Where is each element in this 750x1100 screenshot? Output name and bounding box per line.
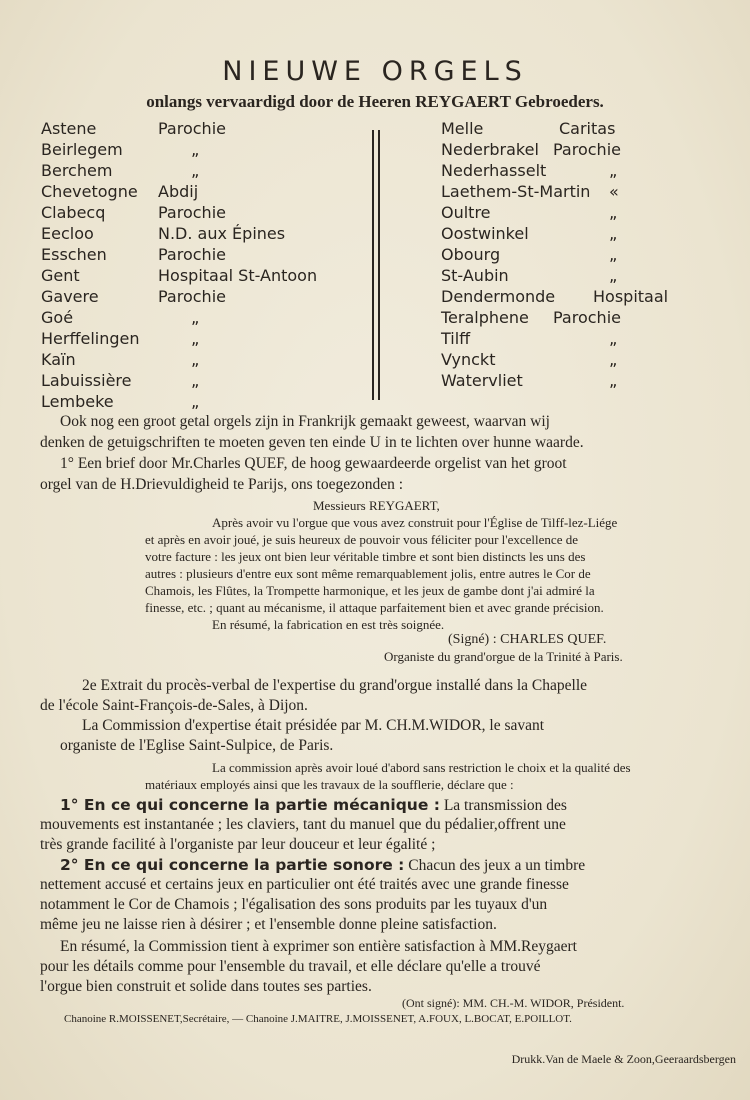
commission-signatures: (Ont signé): MM. CH.-M. WIDOR, Président. [402,996,625,1010]
list-item [441,328,741,349]
place-name: Goé [41,308,74,327]
list-item [441,181,741,202]
place-type: „ [191,371,200,390]
place-name: Obourg [441,245,501,264]
list-item [41,286,361,307]
place-name: Beirlegem [41,140,123,159]
place-name: Nederhasselt [441,161,547,180]
place-type: Parochie [158,245,226,264]
letter-line: et après en avoir joué, je suis heureux de pouvoir vous féliciter pour l'excellence de [145,532,578,547]
intro-line: denken de getuigschriften te moeten geven ten einde U in te lichten over hunne waarde. [40,434,584,451]
sonore-line: même jeu ne laisse rien à désirer ; et l'ensemble donne pleine satisfaction. [40,916,497,933]
letter-line: finesse, etc. ; quant au mécanisme, il attaque parfaitement bien et avec grande précision. [145,600,604,615]
place-name: Labuissière [41,371,132,390]
place-type: « [609,182,619,201]
list-item [41,349,361,370]
place-type: „ [191,140,200,159]
commission-line: organiste de l'Eglise Saint-Sulpice, de Paris. [60,737,334,754]
place-name: Teralphene [441,308,529,327]
place-type: „ [609,329,618,348]
column-divider [372,130,374,400]
list-item [441,244,741,265]
place-name: Oultre [441,203,491,222]
mechanical-label: 1° En ce qui concerne la partie mécanique : [60,796,440,814]
column-divider [378,130,380,400]
place-type: Hospitaal [593,287,669,306]
list-item [41,160,361,181]
letter-signature: (Signé) : CHARLES QUEF. [448,632,607,647]
place-name: Laethem-St-Martin [441,182,591,201]
place-name: Eecloo [41,224,94,243]
list-item [441,307,741,328]
printer-credit: Drukk.Van de Maele & Zoon,Geeraardsbergen [511,1052,736,1066]
place-name: Vynckt [441,350,496,369]
letter-line: autres : plusieurs d'entre eux sont même remarquablement jolis, entre autres le Cor de [145,566,591,581]
place-name: Chevetogne [41,182,138,201]
list-item [441,118,741,139]
list-item [41,118,361,139]
list-item [41,139,361,160]
sonore-paragraph [60,856,750,875]
commission-note: matériaux employés ainsi que les travaux de la soufflerie, déclare que : [145,777,514,792]
place-name: Herffelingen [41,329,140,348]
letter-line: Après avoir vu l'orgue que vous avez construit pour l'Église de Tilff-lez-Liége [212,515,618,530]
place-type: „ [609,224,618,243]
place-type: Hospitaal St-Antoon [158,266,318,285]
place-type: „ [191,308,200,327]
letter-salutation: Messieurs REYGAERT, [313,498,440,513]
place-type: Caritas [559,119,616,138]
place-name: St-Aubin [441,266,509,285]
list-item [41,202,361,223]
list-item [441,286,741,307]
right-parish-list [441,118,741,391]
place-type: Parochie [553,140,621,159]
list-item [41,265,361,286]
place-name: Astene [41,119,97,138]
list-item [441,349,741,370]
list-item [441,202,741,223]
sonore-line: nettement accusé et certains jeux en particulier ont été traités avec une grande finesse [40,876,569,893]
commission-members: Chanoine R.MOISSENET,Secrétaire, — Chanoine J.MAITRE, J.MOISSENET, A.FOUX, L.BOCAT, E.POILLOT. [64,1013,572,1025]
letter-heading: 1° Een brief door Mr.Charles QUEF, de hoog gewaardeerde orgelist van het groot [60,455,567,472]
resume-line: l'orgue bien construit et solide dans toutes ses parties. [40,978,372,995]
place-type: Parochie [158,203,226,222]
place-name: Tilff [441,329,471,348]
resume-line: pour les détails comme pour l'ensemble du travail, et elle déclare qu'elle a trouvé [40,958,541,975]
list-item [441,265,741,286]
list-item [441,160,741,181]
place-name: Melle [441,119,484,138]
list-item [41,328,361,349]
list-item [441,370,741,391]
mechanical-line: mouvements est instantanée ; les claviers, tant du manuel que du pédalier,offrent une [40,816,566,833]
place-name: Clabecq [41,203,106,222]
place-type: „ [609,350,618,369]
commission-note: La commission après avoir loué d'abord sans restriction le choix et la qualité des [212,760,631,775]
list-item [41,181,361,202]
place-name: Nederbrakel [441,140,539,159]
place-name: Watervliet [441,371,523,390]
sonore-label: 2° En ce qui concerne la partie sonore : [60,856,405,874]
list-item [41,223,361,244]
place-name: Kaïn [41,350,76,369]
list-item [441,139,741,160]
page-subtitle: onlangs vervaardigd door de Heeren REYGAERT Gebroeders. [146,92,604,111]
place-name: Berchem [41,161,113,180]
list-item [41,391,361,412]
place-name: Oostwinkel [441,224,529,243]
place-type: Abdij [158,182,199,201]
place-type: „ [609,245,618,264]
list-item [41,370,361,391]
place-type: „ [609,266,618,285]
place-type: „ [191,161,200,180]
place-type: „ [609,203,618,222]
place-name: Esschen [41,245,107,264]
letter-line: votre facture : les jeux ont bien leur véritable timbre et sont bien distincts les uns des [145,549,586,564]
letter-line: En résumé, la fabrication en est très soignée. [212,617,445,632]
place-name: Gent [41,266,80,285]
left-parish-list [41,118,361,412]
mechanical-line: très grande facilité à l'organiste par leur douceur et leur égalité ; [40,836,436,853]
letter-line: Chamois, les Flûtes, la Trompette harmonique, et les jeux de gambe dont j'ai admiré la [145,583,595,598]
place-type: Parochie [158,119,226,138]
sonore-text: Chacun des jeux a un timbre [404,857,586,874]
place-type: Parochie [553,308,621,327]
page-title: NIEUWE ORGELS [222,56,528,87]
place-type: N.D. aux Épines [158,224,286,243]
letter-heading: orgel van de H.Drievuldigheid te Parijs, ons toegezonden : [40,476,404,493]
commission-line: La Commission d'expertise était présidée par M. CH.M.WIDOR, le savant [82,717,545,734]
place-type: Parochie [158,287,226,306]
place-name: Dendermonde [441,287,556,306]
list-item [41,307,361,328]
extract-heading: de l'école Saint-François-de-Sales, à Dijon. [40,697,308,714]
mechanical-paragraph [60,796,750,815]
list-item [41,244,361,265]
intro-line: Ook nog een groot getal orgels zijn in Frankrijk gemaakt geweest, waarvan wij [60,413,550,430]
list-item [441,223,741,244]
letter-signature-role: Organiste du grand'orgue de la Trinité à Paris. [384,649,623,664]
place-type: „ [609,371,618,390]
sonore-line: notamment le Cor de Chamois ; l'égalisation des sons produits par les tuyaux d'un [40,896,548,913]
place-type: „ [191,350,200,369]
place-name: Lembeke [41,392,114,411]
place-name: Gavere [41,287,99,306]
resume-line: En résumé, la Commission tient à exprimer son entière satisfaction à MM.Reygaert [60,938,577,955]
place-type: „ [191,392,200,411]
mechanical-text: La transmission des [439,797,567,814]
place-type: „ [191,329,200,348]
extract-heading: 2e Extrait du procès-verbal de l'expertise du grand'orgue installé dans la Chapelle [82,677,587,694]
place-type: „ [609,161,618,180]
